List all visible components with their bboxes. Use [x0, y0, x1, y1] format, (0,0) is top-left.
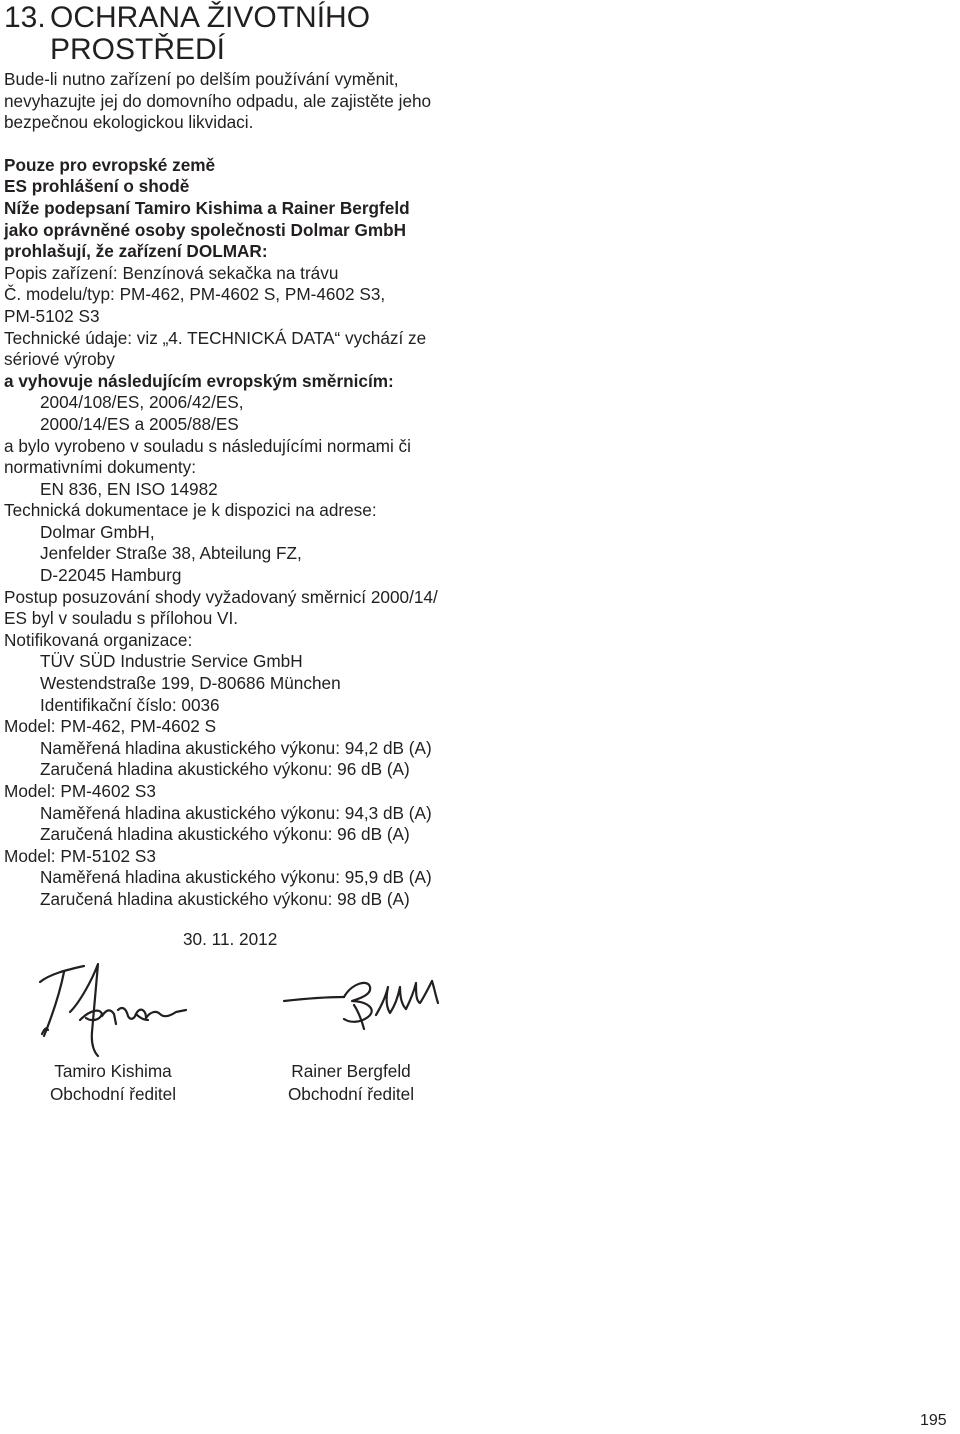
model-type-line: Č. modelu/typ: PM-462, PM-4602 S, PM-4602 S3,	[4, 284, 386, 305]
signature-bergfeld	[282, 975, 440, 1033]
address-line: Dolmar GmbH,	[40, 521, 155, 542]
declaration-heading	[4, 155, 474, 263]
declaration-heading-line: Pouze pro evropské země	[4, 154, 216, 175]
notified-body-line: TÜV SÜD Industrie Service GmbH	[40, 651, 303, 672]
device-info	[4, 263, 474, 371]
guaranteed-sound-power: Zaručená hladina akustického výkonu: 96 dB (A)	[40, 824, 410, 845]
section-title-line-1: OCHRANA ŽIVOTNÍHO	[50, 1, 371, 34]
procedure-line: ES byl v souladu s přílohou VI.	[4, 608, 239, 629]
procedure-line: Postup posuzování shody vyžadovaný směrnicí 2000/14/	[4, 586, 438, 607]
section-number: 13.	[4, 1, 46, 34]
standards-list: EN 836, EN ISO 14982	[40, 478, 218, 499]
directives-heading: a vyhovuje následujícím evropským směrnicím:	[4, 370, 394, 391]
signer-name: Rainer Bergfeld	[291, 1061, 411, 1081]
notified-body-line: Westendstraße 199, D-80686 München	[40, 673, 341, 694]
signer-name: Tamiro Kishima	[54, 1061, 172, 1081]
measured-sound-power: Naměřená hladina akustického výkonu: 94,2 dB (A)	[40, 737, 432, 758]
model-type-line: PM-5102 S3	[4, 305, 100, 326]
signer-kishima	[20, 1060, 206, 1105]
technical-data-line: sériové výroby	[4, 349, 115, 370]
page-number: 195	[920, 1412, 947, 1429]
intro-line: Bude-li nutno zařízení po delším používání vyměnit,	[4, 69, 399, 89]
section-title-line-2: PROSTŘEDÍ	[50, 33, 226, 66]
declaration-heading-line: Níže podepsaní Tamiro Kishima a Rainer Bergfeld	[4, 197, 410, 218]
model-label: Model: PM-5102 S3	[4, 845, 156, 866]
directive-line: 2004/108/ES, 2006/42/ES,	[40, 392, 244, 413]
signer-role: Obchodní ředitel	[287, 1083, 415, 1104]
directive-line: 2000/14/ES a 2005/88/ES	[40, 413, 239, 434]
technical-data-line: Technické údaje: viz „4. TECHNICKÁ DATA“ vychází ze	[4, 327, 427, 348]
intro-paragraph	[4, 69, 474, 134]
standards-line: a bylo vyrobeno v souladu s následujícími normami či	[4, 435, 411, 456]
guaranteed-sound-power: Zaručená hladina akustického výkonu: 96 dB (A)	[40, 759, 410, 780]
address-line: D-22045 Hamburg	[40, 565, 182, 586]
guaranteed-sound-power: Zaručená hladina akustického výkonu: 98 dB (A)	[40, 888, 410, 909]
declaration-heading-line: ES prohlášení o shodě	[4, 176, 190, 197]
document-body	[4, 69, 474, 911]
measured-sound-power: Naměřená hladina akustického výkonu: 94,3 dB (A)	[40, 802, 432, 823]
model-label: Model: PM-4602 S3	[4, 781, 156, 801]
declaration-date: 30. 11. 2012	[183, 929, 278, 949]
documentation-heading: Technická dokumentace je k dispozici na adrese:	[4, 500, 377, 521]
measured-sound-power: Naměřená hladina akustického výkonu: 95,9 dB (A)	[40, 867, 432, 888]
intro-line: bezpečnou ekologickou likvidaci.	[4, 112, 254, 133]
declaration-heading-line: jako oprávněné osoby společnosti Dolmar GmbH	[4, 219, 407, 240]
declaration-heading-line: prohlašují, že zařízení DOLMAR:	[4, 241, 268, 262]
model-label: Model: PM-462, PM-4602 S	[4, 716, 217, 737]
signer-bergfeld	[258, 1060, 444, 1105]
device-description: Popis zařízení: Benzínová sekačka na trávu	[4, 262, 339, 283]
notified-body-line: Identifikační číslo: 0036	[40, 694, 220, 715]
standards-line: normativními dokumenty:	[4, 457, 196, 478]
signer-role: Obchodní ředitel	[49, 1083, 177, 1104]
intro-line: nevyhazujte jej do domovního odpadu, ale zajistěte jeho	[4, 90, 432, 111]
signature-kishima	[36, 960, 188, 1058]
notified-heading: Notifikovaná organizace:	[4, 629, 193, 650]
address-line: Jenfelder Straße 38, Abteilung FZ,	[40, 543, 302, 564]
